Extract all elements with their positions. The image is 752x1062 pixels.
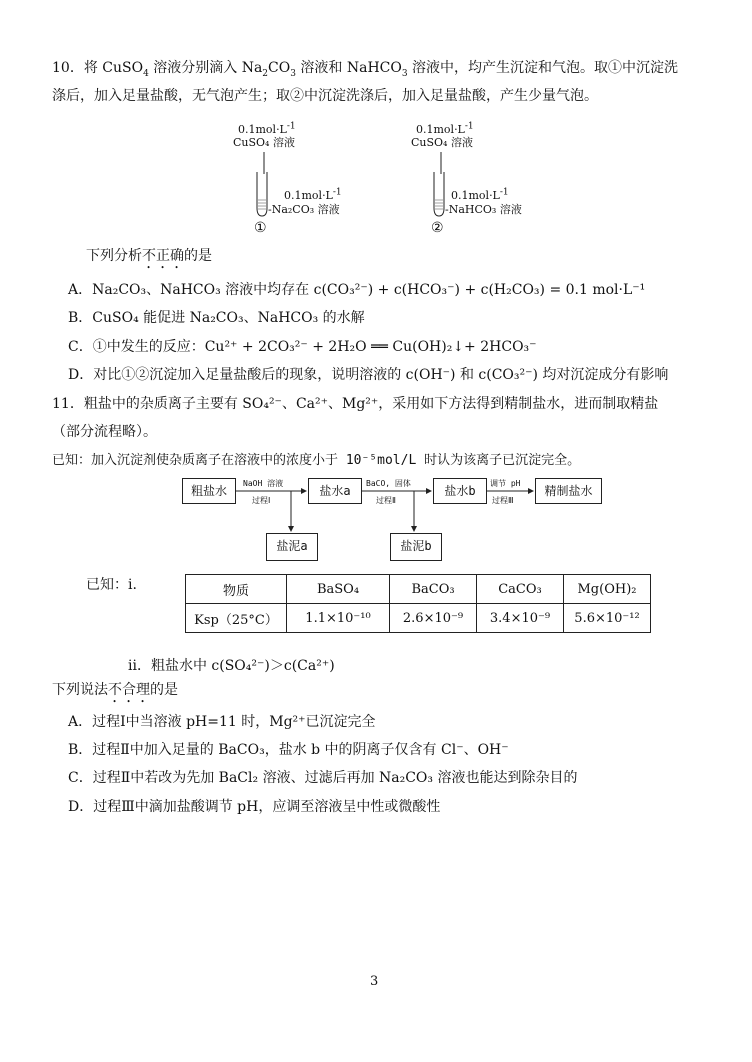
q10-stem-line1: 10．将 CuSO$_4$ 溶液分别滴入 $Na_2CO_3$ 溶液和 NaHCO$_3$ 溶液中，均产生沉淀和气泡。取①中沉淀洗 — [52, 60, 679, 79]
right-bottom-solution: -NaHCO₃ 溶液 — [445, 203, 522, 216]
ksp-header-substance: 物质 — [186, 575, 287, 604]
left-top-solution: CuSO₄ 溶液 — [233, 136, 295, 149]
ksp-header-baso4: BaSO₄ — [287, 575, 390, 604]
right-top-solution: CuSO₄ 溶液 — [411, 136, 473, 149]
ksp-table-value-row — [186, 604, 651, 633]
q10-option-d: D．对比①②沉淀加入足量盐酸后的现象，说明溶液的 c(OH⁻) 和 c(CO₃²⁻) 均对沉淀成分有影响 — [68, 367, 669, 383]
ksp-row-label: Ksp（25°C） — [186, 604, 287, 633]
ksp-header-caco3: CaCO₃ — [477, 575, 564, 604]
flow-box-mud-b: 盐泥b — [390, 533, 442, 561]
left-top-conc: $0.1mol\cdot L^{-1}$ — [238, 121, 296, 136]
flow-box-crude-brine: 粗盐水 — [182, 478, 236, 504]
q11-option-b: B．过程Ⅱ中加入足量的 BaCO₃，盐水 b 中的阴离子仅含有 Cl⁻、OH⁻ — [68, 742, 509, 758]
q11-prompt: 下列说法不合理的是 — [52, 682, 178, 698]
ksp-table-header-row — [186, 575, 651, 604]
arrow1-reagent: NaOH 溶液 — [243, 479, 284, 488]
arrow2-step: 过程Ⅱ — [376, 496, 396, 505]
q10-option-b: B．CuSO₄ 能促进 Na₂CO₃、NaHCO₃ 的水解 — [68, 310, 365, 326]
q10-stem-line2: 涤后，加入足量盐酸，无气泡产生；取②中沉淀洗涤后，加入足量盐酸，产生少量气泡。 — [52, 88, 598, 104]
ksp-value-baco3: 2.6×10⁻⁹ — [390, 604, 477, 633]
q10-option-a: A．Na₂CO₃、NaHCO₃ 溶液中均存在 c(CO₃²⁻) + c(HCO₃⁻) + c(H₂CO₃) = 0.1 mol·L⁻¹ — [68, 282, 646, 298]
right-bottom-conc: $0.1mol\cdot L^{-1}$ — [451, 187, 509, 202]
page-number: 3 — [370, 974, 379, 989]
arrow1-step: 过程Ⅰ — [252, 496, 271, 505]
flow-box-brine-b: 盐水b — [433, 478, 487, 504]
arrow3-step: 过程Ⅲ — [492, 496, 514, 505]
ksp-value-baso4: 1.1×10⁻¹⁰ — [287, 604, 390, 633]
ksp-value-caco3: 3.4×10⁻⁹ — [477, 604, 564, 633]
q11-stem-line2: （部分流程略）。 — [52, 424, 157, 440]
ksp-header-mgoh2: Mg(OH)₂ — [564, 575, 651, 604]
right-label-2: ② — [431, 220, 444, 236]
q11-option-d: D．过程Ⅲ中滴加盐酸调节 pH，应调至溶液呈中性或微酸性 — [68, 799, 441, 815]
arrow3-reagent: 调节 pH — [490, 479, 521, 488]
flow-box-brine-a: 盐水a — [308, 478, 362, 504]
q11-known-i: 已知：i. — [86, 577, 137, 593]
arrow2-reagent: BaCO, 固体 — [366, 479, 411, 488]
right-top-conc: $0.1mol\cdot L^{-1}$ — [416, 121, 474, 136]
left-bottom-solution: -Na₂CO₃ 溶液 — [268, 203, 340, 216]
ksp-value-mgoh2: 5.6×10⁻¹² — [564, 604, 651, 633]
q11-option-c: C．过程Ⅱ中若改为先加 BaCl₂ 溶液、过滤后再加 Na₂CO₃ 溶液也能达到除杂目的 — [68, 770, 578, 786]
ksp-table — [185, 574, 651, 633]
left-bottom-conc: $0.1mol\cdot L^{-1}$ — [284, 187, 342, 202]
flow-box-mud-a: 盐泥a — [266, 533, 318, 561]
q10-option-c: C．①中发生的反应：Cu²⁺ + 2CO₃²⁻ + 2H₂O ══ Cu(OH)₂↓+ 2HCO₃⁻ — [68, 339, 537, 355]
flow-box-refined-brine: 精制盐水 — [535, 478, 602, 504]
q10-prompt: 下列分析不正确的是 — [86, 248, 212, 264]
left-label-1: ① — [254, 220, 267, 236]
q11-known-note: 已知：加入沉淀剂使杂质离子在溶液中的浓度小于 10⁻⁵mol/L 时认为该离子已沉淀完全。 — [52, 453, 581, 468]
q11-option-a: A．过程Ⅰ中当溶液 pH=11 时，Mg²⁺已沉淀完全 — [68, 714, 376, 730]
ksp-header-baco3: BaCO₃ — [390, 575, 477, 604]
q11-stem-line1: 11．粗盐中的杂质离子主要有 SO₄²⁻、Ca²⁺、Mg²⁺，采用如下方法得到精制盐水，进而制取精盐 — [52, 396, 659, 412]
q11-known-ii: ii．粗盐水中 c(SO₄²⁻)＞c(Ca²⁺) — [128, 658, 335, 674]
